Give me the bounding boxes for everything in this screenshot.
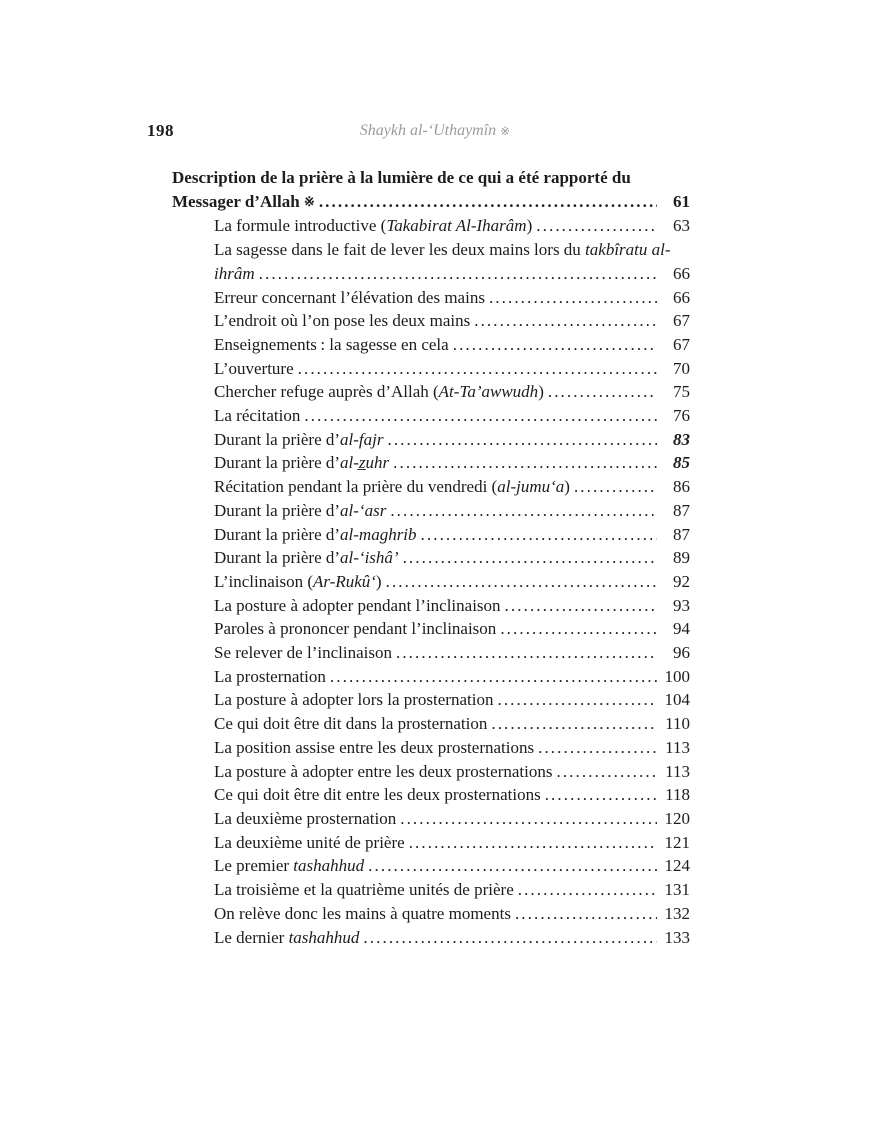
toc-heading-row	[172, 166, 690, 190]
toc-entry-label: Paroles à prononcer pendant l’inclinaison	[214, 619, 497, 639]
toc-entry-label: La deuxième prosternation	[214, 808, 397, 828]
dot-leader	[489, 286, 657, 310]
page-number: 94	[673, 619, 690, 639]
toc-entry-row	[172, 499, 690, 523]
toc-entry-text	[214, 475, 570, 499]
toc-entry-row	[172, 546, 690, 570]
page-number: 133	[664, 927, 690, 947]
toc-entry-row	[172, 262, 690, 286]
toc-entry-row	[172, 665, 690, 689]
dot-leader	[400, 807, 657, 831]
dot-leader	[396, 641, 657, 665]
toc-entry-row	[172, 404, 690, 428]
toc-entry-row	[172, 380, 690, 404]
page-number: 85	[673, 453, 690, 473]
toc-entry-label: Durant la prière d’	[214, 548, 341, 568]
toc-entry-text	[214, 546, 399, 570]
toc-entry-label: La formule introductive (	[214, 216, 387, 236]
toc-entry-text	[214, 854, 364, 878]
toc-entry-label: L’endroit où l’on pose les deux mains	[214, 311, 471, 331]
page-number: 120	[664, 808, 690, 828]
page-number: 124	[664, 856, 690, 876]
toc-entry-text	[214, 594, 501, 618]
toc-heading-row	[172, 190, 690, 215]
toc-entry-label: Durant la prière d’	[214, 453, 341, 473]
dot-leader	[500, 617, 657, 641]
dot-leader	[515, 902, 657, 926]
toc-entry-row	[172, 309, 690, 333]
toc-entry-label: L’ouverture	[214, 358, 294, 378]
toc-entry-term-italic: Ar-Rukû‘	[313, 571, 376, 591]
toc-entry-row	[172, 688, 690, 712]
page-number: 76	[673, 406, 690, 426]
dot-leader	[368, 854, 657, 878]
toc-entry-term-italic: Takabirat Al-Iharâm	[386, 216, 527, 236]
toc-entry-label: )	[538, 382, 544, 402]
toc-entry-row	[172, 475, 690, 499]
dot-leader	[536, 214, 657, 238]
page-number: 110	[665, 714, 690, 734]
toc-entry-text	[214, 309, 470, 333]
page-number: 63	[673, 216, 690, 236]
toc-entry-label: Erreur concernant l’élévation des mains	[214, 287, 485, 307]
toc-entry-row	[172, 902, 690, 926]
page-number: 104	[664, 690, 690, 710]
toc-entry-row	[172, 594, 690, 618]
toc-entry-term-italic: al-fajr	[340, 429, 384, 449]
running-header	[0, 121, 870, 145]
toc-entry-label: Ce qui doit être dit entre les deux prosternations	[214, 785, 541, 805]
toc-entry-label: L’inclinaison (	[214, 571, 313, 591]
toc-entry-text	[214, 404, 300, 428]
toc-entry-term-italic: tashahhud	[288, 927, 360, 947]
toc-entry-row	[172, 783, 690, 807]
toc-entry-label: Description de la prière à la lumière de ce qui a été rapporté du	[172, 168, 631, 187]
page-number: 93	[673, 595, 690, 615]
toc-entry-row	[172, 238, 690, 262]
toc-entry-text	[214, 902, 511, 926]
page-number: 66	[673, 263, 690, 283]
dot-leader	[409, 831, 657, 855]
dot-leader	[386, 570, 657, 594]
toc-entry-label: Se relever de l’inclinaison	[214, 643, 392, 663]
dot-leader	[497, 688, 657, 712]
toc-entry-row	[172, 570, 690, 594]
page-number: 75	[673, 382, 690, 402]
dot-leader	[387, 428, 657, 452]
toc-entry-label: Chercher refuge auprès d’Allah (	[214, 382, 439, 402]
toc-entry-row	[172, 831, 690, 855]
dot-leader	[556, 760, 657, 784]
toc-entry-term-italic: al-maghrib	[340, 524, 417, 544]
toc-entry-text	[172, 166, 631, 190]
dot-leader	[330, 665, 657, 689]
page-number: 89	[673, 548, 690, 568]
page-number: 67	[673, 311, 690, 331]
toc-entry-label: La récitation	[214, 406, 301, 426]
toc-entry-row	[172, 357, 690, 381]
toc-entry-label: Durant la prière d’	[214, 500, 341, 520]
page-number: 121	[664, 832, 690, 852]
toc-entry-text	[214, 617, 496, 641]
page-number: 118	[665, 785, 690, 805]
toc-entry-text	[214, 451, 389, 475]
toc-entry-label: Le premier	[214, 856, 294, 876]
toc-entry-row	[172, 451, 690, 475]
toc-entry-text	[214, 523, 417, 547]
toc-entry-label: Le dernier	[214, 927, 289, 947]
table-of-contents	[172, 166, 690, 949]
toc-entry-label: Récitation pendant la prière du vendredi (	[214, 477, 498, 497]
toc-entry-label: La posture à adopter lors la prosternation	[214, 690, 494, 710]
honorific-ornament-icon: ※	[303, 193, 315, 209]
toc-entry-text	[214, 499, 386, 523]
toc-entry-term-italic: al-jumu‘a	[497, 477, 565, 497]
toc-entry-term-italic: tashahhud	[293, 856, 365, 876]
dot-leader	[390, 499, 657, 523]
dot-leader	[403, 546, 657, 570]
folio-number: 198	[147, 121, 174, 140]
toc-entry-text	[214, 807, 396, 831]
toc-entry-label: Durant la prière d’	[214, 524, 341, 544]
toc-entry-row	[172, 854, 690, 878]
dot-leader	[538, 736, 657, 760]
toc-entry-text	[214, 333, 449, 357]
toc-entry-text	[214, 428, 383, 452]
dot-leader	[491, 712, 657, 736]
toc-entry-row	[172, 878, 690, 902]
toc-entry-label: La deuxième unité de prière	[214, 832, 405, 852]
page-number: 86	[673, 477, 690, 497]
toc-entry-row	[172, 641, 690, 665]
toc-entry-text	[214, 380, 544, 404]
toc-entry-text	[214, 357, 294, 381]
toc-entry-label: Durant la prière d’	[214, 429, 341, 449]
toc-entry-row	[172, 617, 690, 641]
toc-entry-label: Messager d’Allah	[172, 191, 304, 211]
dot-leader	[363, 926, 657, 950]
dot-leader	[304, 404, 657, 428]
toc-entry-text	[214, 926, 359, 950]
toc-entry-text	[214, 760, 552, 784]
toc-entry-text	[214, 641, 392, 665]
toc-entry-text	[214, 665, 326, 689]
page-number: 96	[673, 643, 690, 663]
toc-entry-row	[172, 926, 690, 950]
toc-entry-label: )	[526, 216, 533, 236]
page-number: 113	[665, 737, 690, 757]
page-number: 113	[665, 761, 690, 781]
page-number: 83	[673, 429, 690, 449]
page-number: 87	[673, 500, 690, 520]
toc-entry-label: )	[564, 477, 570, 497]
page-number: 87	[673, 524, 690, 544]
toc-entry-term-italic: al-‘asr	[340, 500, 387, 520]
dot-leader	[393, 451, 657, 475]
toc-entry-term-italic: al-z̲uhr	[340, 453, 390, 473]
toc-entry-term-italic: At-Ta’awwudh	[438, 382, 539, 402]
toc-entry-text	[214, 688, 493, 712]
toc-entry-row	[172, 286, 690, 310]
page-number: 67	[673, 334, 690, 354]
toc-entry-row	[172, 807, 690, 831]
dot-leader	[453, 333, 657, 357]
toc-entry-text	[172, 190, 315, 215]
toc-entry-label: On relève donc les mains à quatre moments	[214, 903, 511, 923]
toc-entry-text	[214, 262, 255, 286]
running-title	[0, 122, 870, 140]
toc-entry-text	[214, 831, 405, 855]
toc-entry-label: La sagesse dans le fait de lever les deux mains lors du	[214, 240, 586, 260]
toc-entry-term-italic: al-‘ishâ’	[340, 548, 399, 568]
page-number: 66	[673, 287, 690, 307]
toc-entry-row	[172, 214, 690, 238]
dot-leader	[319, 190, 657, 214]
toc-entry-text	[214, 286, 485, 310]
dot-leader	[474, 309, 657, 333]
page-number: 61	[673, 191, 690, 211]
toc-entry-label: La prosternation	[214, 666, 326, 686]
page-number: 132	[664, 903, 690, 923]
toc-entry-term-italic: takbîratu al-	[585, 240, 671, 260]
honorific-ornament-icon: ※	[500, 124, 511, 138]
running-title-text: Shaykh al-‘Uthaymîn	[359, 122, 497, 139]
toc-entry-text	[214, 736, 534, 760]
toc-entry-row	[172, 712, 690, 736]
toc-entry-text	[214, 878, 514, 902]
dot-leader	[298, 357, 657, 381]
toc-entry-text	[214, 712, 487, 736]
dot-leader	[505, 594, 657, 618]
toc-entry-text	[214, 783, 541, 807]
toc-entry-label: La posture à adopter pendant l’inclinaison	[214, 595, 501, 615]
dot-leader	[574, 475, 657, 499]
dot-leader	[259, 262, 657, 286]
toc-entry-text	[214, 238, 671, 262]
page-number: 131	[664, 880, 690, 900]
toc-entry-label: La position assise entre les deux prosternations	[214, 737, 535, 757]
toc-entry-label: )	[375, 571, 382, 591]
toc-entry-text	[214, 570, 382, 594]
toc-entry-label: La troisième et la quatrième unités de prière	[214, 880, 514, 900]
toc-entry-row	[172, 736, 690, 760]
page-number: 92	[673, 571, 690, 591]
toc-entry-row	[172, 760, 690, 784]
toc-entry-term-italic: ihrâm	[214, 263, 255, 283]
toc-entry-text	[214, 214, 532, 238]
toc-entry-label: Enseignements : la sagesse en cela	[214, 334, 449, 354]
page-number: 70	[673, 358, 690, 378]
page-number: 100	[664, 666, 690, 686]
dot-leader	[518, 878, 657, 902]
dot-leader	[421, 523, 657, 547]
toc-entry-row	[172, 333, 690, 357]
toc-entry-label: La posture à adopter entre les deux prosternations	[214, 761, 553, 781]
toc-entry-row	[172, 523, 690, 547]
dot-leader	[548, 380, 657, 404]
toc-entry-label: Ce qui doit être dit dans la prosternation	[214, 714, 488, 734]
toc-entry-row	[172, 428, 690, 452]
dot-leader	[545, 783, 657, 807]
